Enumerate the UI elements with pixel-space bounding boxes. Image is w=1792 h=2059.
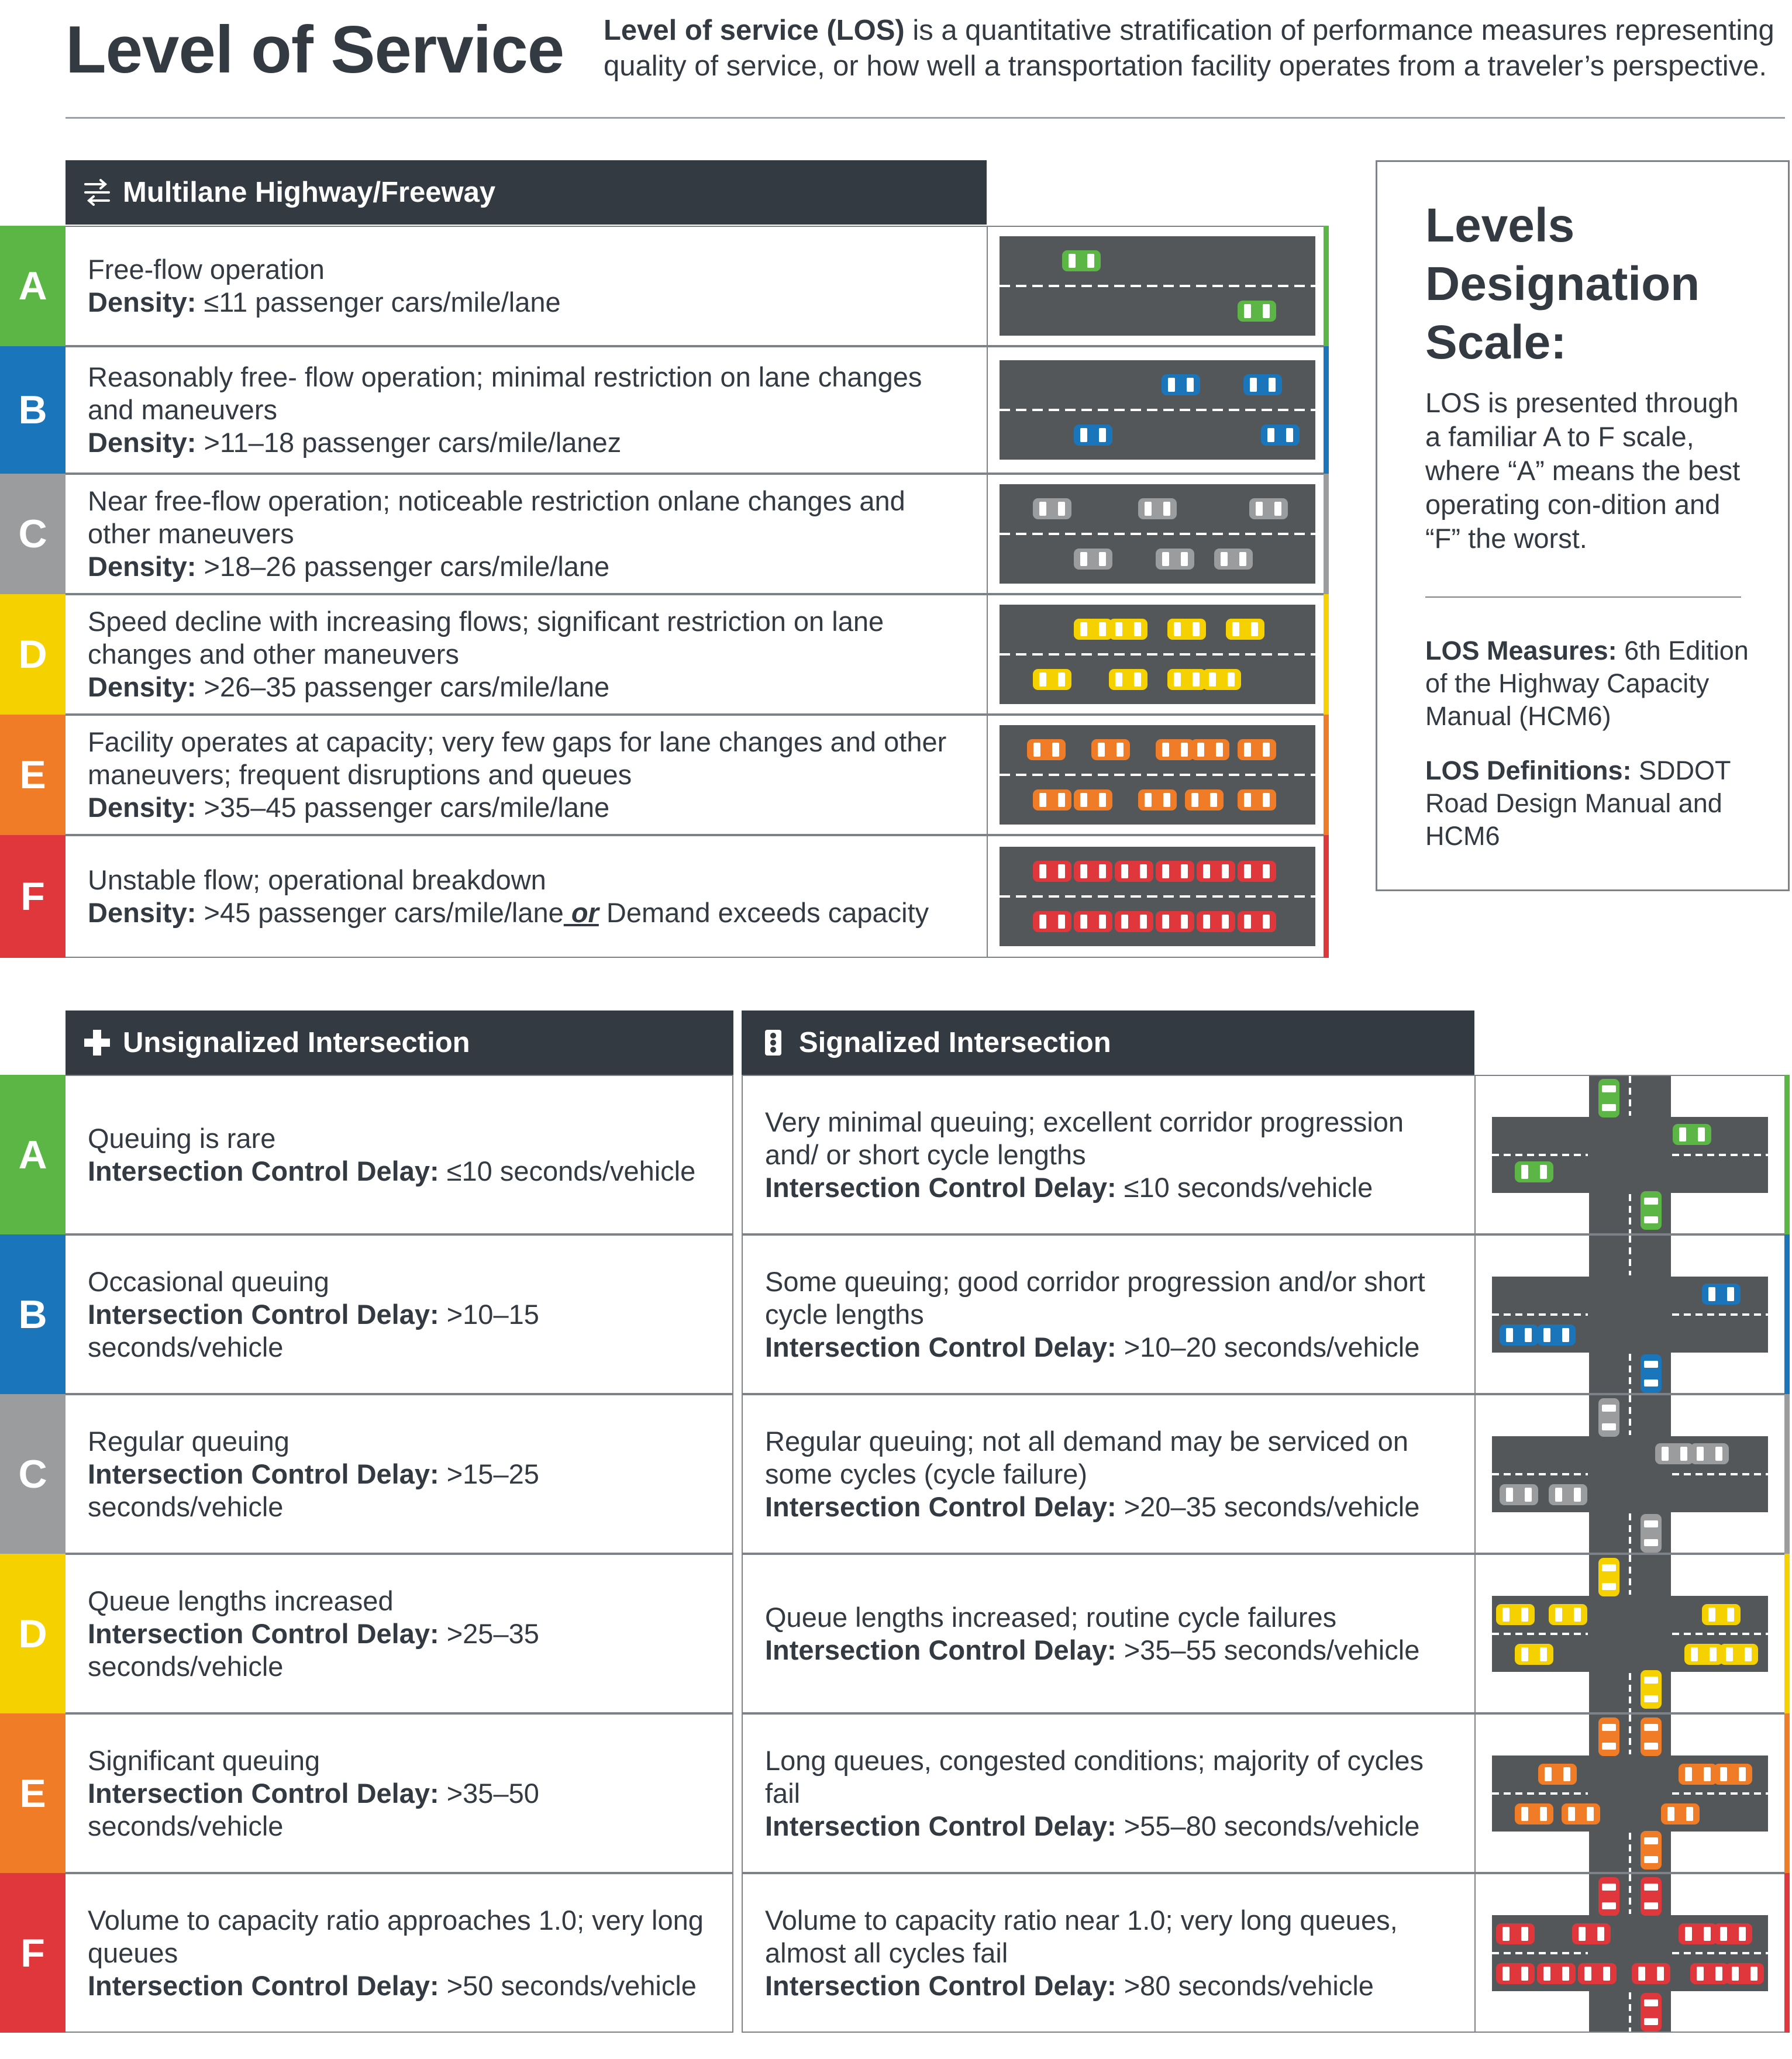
grade-badge-a: A [0, 226, 66, 346]
car-icon [1549, 1604, 1587, 1625]
highway-illustration [987, 226, 1324, 346]
car-icon [1033, 669, 1071, 690]
car-icon [1641, 1993, 1662, 2032]
row-delay [765, 1634, 1463, 1667]
car-icon [1033, 861, 1071, 882]
highway-illustration [987, 715, 1324, 835]
car-icon [1673, 1124, 1711, 1145]
row-description: Unstable flow; operational breakdown [88, 864, 546, 895]
car-icon [1109, 619, 1147, 640]
car-icon [1641, 1670, 1662, 1709]
car-icon [1496, 1923, 1535, 1944]
car-icon [1249, 498, 1288, 519]
car-icon [1572, 1923, 1611, 1944]
highway-row-text [66, 346, 987, 474]
delay-value: >80 seconds/vehicle [1116, 1970, 1374, 2001]
car-icon [1033, 498, 1071, 519]
row-density [88, 426, 975, 459]
car-icon [1115, 861, 1153, 882]
grade-badge-e: E [0, 715, 66, 835]
row-description: Long queues, congested conditions; majority of cycles fail [765, 1744, 1424, 1809]
row-density [88, 550, 975, 583]
car-icon [1641, 1191, 1662, 1230]
car-icon [1598, 1398, 1619, 1437]
definitions-label: LOS Definitions: [1425, 756, 1632, 785]
row-description: Queue lengths increased; routine cycle failures [765, 1601, 1337, 1633]
intersection-svg [1476, 1555, 1774, 1712]
car-icon [1238, 301, 1276, 322]
signalized-header-label: Signalized Intersection [799, 1027, 1111, 1058]
car-icon [1197, 861, 1235, 882]
row-description: Very minimal queuing; excellent corridor progression and/ or short cycle lengths [765, 1106, 1404, 1170]
signalized-header [742, 1010, 1474, 1075]
density-value: ≤11 passenger cars/mile/lane [196, 287, 561, 318]
unsignalized-row-text [66, 1394, 733, 1554]
car-icon [1641, 1354, 1662, 1393]
car-icon [1714, 1923, 1752, 1944]
row-description: Reasonably free- flow operation; minimal restriction on lane changes and maneuvers [88, 361, 922, 425]
highway-svg [988, 595, 1315, 713]
car-icon [1138, 789, 1177, 811]
grade-badge-a: A [0, 1075, 66, 1234]
car-icon [1538, 1764, 1577, 1785]
row-description: Speed decline with increasing flows; significant restriction on lane changes and other maneuvers [88, 606, 884, 670]
grade-stripe [1324, 594, 1329, 715]
car-icon [1702, 1284, 1741, 1305]
car-icon [1033, 789, 1071, 811]
delay-label: Intersection Control Delay: [765, 1491, 1116, 1522]
delay-label: Intersection Control Delay: [88, 1298, 439, 1330]
scale-measures [1425, 634, 1765, 733]
delay-label: Intersection Control Delay: [88, 1617, 439, 1649]
intersection-illustration [1474, 1075, 1784, 1234]
row-delay [88, 1970, 721, 2002]
row-description: Queue lengths increased [88, 1585, 394, 1616]
intersection-illustration [1474, 1554, 1784, 1713]
grade-badge-c: C [0, 474, 66, 594]
highway-illustration [987, 346, 1324, 474]
density-value: >45 passenger cars/mile/lane [196, 897, 564, 928]
row-delay [88, 1617, 721, 1683]
car-icon [1515, 1803, 1553, 1825]
unsignalized-row-text [66, 1873, 733, 2033]
intersection-svg [1476, 1395, 1774, 1553]
car-icon [1115, 911, 1153, 932]
grade-stripe [1784, 1873, 1790, 2033]
car-icon [1138, 498, 1177, 519]
car-icon [1091, 739, 1130, 760]
header-divider [66, 117, 1785, 119]
row-delay [765, 1331, 1463, 1364]
car-icon [1226, 619, 1264, 640]
delay-value: ≤10 seconds/vehicle [1116, 1171, 1373, 1203]
intersection-svg [1476, 1076, 1774, 1233]
highway-svg [988, 475, 1315, 593]
car-icon [1578, 1963, 1617, 1984]
intersection-svg [1476, 1874, 1774, 2032]
delay-value: >10–15 seconds/vehicle [88, 1298, 539, 1363]
unsignalized-header [66, 1010, 733, 1075]
car-icon [1027, 739, 1066, 760]
density-label: Density: [88, 287, 197, 318]
delay-label: Intersection Control Delay: [765, 1331, 1116, 1363]
grade-stripe [1324, 346, 1329, 474]
car-icon [1500, 1484, 1538, 1505]
car-icon [1191, 739, 1229, 760]
grade-badge-e: E [0, 1713, 66, 1873]
measures-label: LOS Measures: [1425, 636, 1617, 665]
car-icon [1156, 739, 1194, 760]
highway-row-text [66, 835, 987, 958]
delay-value: >15–25 seconds/vehicle [88, 1458, 539, 1522]
row-delay [765, 1810, 1463, 1843]
car-icon [1679, 1923, 1717, 1944]
lane-change-icon [83, 178, 111, 206]
highway-illustration [987, 594, 1324, 715]
car-icon [1197, 911, 1235, 932]
intersection-illustration [1474, 1713, 1784, 1873]
intro-text: is a quantitative stratification of performance measures representing quality of service, or how well a transportation facility operates from a traveler’s perspective. [604, 15, 1774, 82]
car-icon [1167, 619, 1206, 640]
car-icon [1238, 861, 1276, 882]
row-description: Regular queuing [88, 1425, 290, 1457]
car-icon [1515, 1644, 1553, 1665]
signalized-row-text [742, 1234, 1474, 1394]
highway-row-text [66, 594, 987, 715]
car-icon [1690, 1443, 1729, 1464]
density-value: >26–35 passenger cars/mile/lane [196, 671, 610, 702]
row-density [88, 671, 975, 703]
highway-row-text [66, 715, 987, 835]
car-icon [1156, 861, 1194, 882]
delay-value: >20–35 seconds/vehicle [1116, 1491, 1420, 1522]
delay-value: >50 seconds/vehicle [439, 1970, 697, 2001]
intersection-illustration [1474, 1234, 1784, 1394]
grade-stripe [1324, 715, 1329, 835]
grade-badge-b: B [0, 1234, 66, 1394]
intersection-svg [1476, 1236, 1774, 1393]
grade-stripe [1324, 474, 1329, 594]
car-icon [1537, 1963, 1576, 1984]
car-icon [1598, 1079, 1619, 1118]
car-icon [1202, 669, 1241, 690]
unsignalized-row-text [66, 1075, 733, 1234]
row-description: Facility operates at capacity; very few gaps for lane changes and other maneuvers; frequent disruptions and queues [88, 726, 947, 790]
traffic-light-icon [759, 1029, 787, 1057]
delay-label: Intersection Control Delay: [88, 1970, 439, 2001]
density-value: >18–26 passenger cars/mile/lane [196, 551, 610, 582]
car-icon [1074, 549, 1112, 570]
car-icon [1496, 1963, 1535, 1984]
density-label: Density: [88, 551, 197, 582]
car-icon [1714, 1764, 1752, 1785]
car-icon [1641, 1831, 1662, 1870]
car-icon [1109, 669, 1147, 690]
density-label: Density: [88, 897, 197, 928]
row-delay [88, 1777, 721, 1843]
car-icon [1238, 911, 1276, 932]
row-density [88, 791, 975, 824]
highway-header [66, 160, 987, 225]
car-icon [1641, 1514, 1662, 1553]
car-icon [1598, 1877, 1619, 1916]
delay-value: ≤10 seconds/vehicle [439, 1155, 696, 1187]
car-icon [1074, 789, 1112, 811]
grade-badge-d: D [0, 1554, 66, 1713]
row-description: Volume to capacity ratio near 1.0; very long queues, almost all cycles fail [765, 1904, 1398, 1968]
density-label: Density: [88, 792, 197, 823]
highway-illustration [987, 474, 1324, 594]
or-text: or [563, 897, 599, 928]
car-icon [1156, 549, 1194, 570]
highway-row-text [66, 226, 987, 346]
car-icon [1515, 1161, 1553, 1182]
page-title: Level of Service [66, 13, 564, 87]
car-icon [1661, 1803, 1700, 1825]
delay-label: Intersection Control Delay: [765, 1634, 1116, 1665]
row-delay [765, 1970, 1463, 2002]
signalized-row-text [742, 1713, 1474, 1873]
car-icon [1702, 1604, 1741, 1625]
signalized-row-text [742, 1554, 1474, 1713]
row-density [88, 286, 975, 319]
grade-stripe [1324, 835, 1329, 958]
car-icon [1074, 619, 1112, 640]
delay-label: Intersection Control Delay: [765, 1970, 1116, 2001]
grade-badge-f: F [0, 835, 66, 958]
car-icon [1167, 669, 1206, 690]
car-icon [1185, 789, 1224, 811]
row-delay [88, 1155, 721, 1188]
car-icon [1684, 1644, 1723, 1665]
car-icon [1562, 1803, 1600, 1825]
highway-svg [988, 227, 1315, 345]
car-icon [1238, 739, 1276, 760]
grade-stripe [1784, 1394, 1790, 1554]
highway-header-label: Multilane Highway/Freeway [123, 177, 496, 208]
row-description: Volume to capacity ratio approaches 1.0; very long queues [88, 1904, 704, 1968]
car-icon [1641, 1877, 1662, 1916]
car-icon [1655, 1443, 1694, 1464]
row-delay [765, 1491, 1463, 1523]
definitions-text: SDDOT Road Design Manual and HCM6 [1425, 756, 1731, 851]
grade-badge-f: F [0, 1873, 66, 2033]
scale-definitions [1425, 754, 1765, 853]
highway-illustration [987, 835, 1324, 958]
grade-stripe [1784, 1075, 1790, 1234]
car-icon [1243, 374, 1282, 395]
row-description: Regular queuing; not all demand may be serviced on some cycles (cycle failure) [765, 1425, 1408, 1489]
highway-row-text [66, 474, 987, 594]
grade-badge-b: B [0, 346, 66, 474]
delay-label: Intersection Control Delay: [88, 1458, 439, 1489]
highway-svg [988, 836, 1315, 957]
grade-badge-d: D [0, 594, 66, 715]
delay-label: Intersection Control Delay: [765, 1810, 1116, 1841]
car-icon [1690, 1963, 1729, 1984]
row-density [88, 896, 975, 929]
car-icon [1549, 1484, 1587, 1505]
car-icon [1074, 911, 1112, 932]
density-label: Density: [88, 427, 197, 458]
delay-label: Intersection Control Delay: [88, 1155, 439, 1187]
car-icon [1074, 425, 1112, 446]
unsignalized-row-text [66, 1554, 733, 1713]
car-icon [1598, 1558, 1619, 1596]
scale-title: Levels Designation Scale: [1425, 199, 1700, 369]
grade-stripe [1784, 1713, 1790, 1873]
delay-value: >55–80 seconds/vehicle [1116, 1810, 1420, 1841]
delay-value: >10–20 seconds/vehicle [1116, 1331, 1420, 1363]
delay-label: Intersection Control Delay: [88, 1777, 439, 1809]
row-description: Queuing is rare [88, 1122, 276, 1154]
delay-label: Intersection Control Delay: [765, 1171, 1116, 1203]
grade-stripe [1784, 1554, 1790, 1713]
car-icon [1496, 1604, 1535, 1625]
measures-text: 6th Edition of the Highway Capacity Manual (HCM6) [1425, 636, 1749, 731]
highway-svg [988, 347, 1315, 472]
unsignalized-row-text [66, 1713, 733, 1873]
delay-value: >35–50 seconds/vehicle [88, 1777, 539, 1841]
car-icon [1632, 1963, 1670, 1984]
signalized-row-text [742, 1873, 1474, 2033]
row-description: Near free-flow operation; noticeable restriction onlane changes and other maneuvers [88, 485, 905, 549]
car-icon [1537, 1325, 1576, 1346]
scale-text: LOS is presented through a familiar A to F scale, where “A” means the best operating con-dition and “F” the worst. [1425, 387, 1741, 554]
highway-svg [988, 716, 1315, 834]
car-icon [1162, 374, 1200, 395]
grade-stripe [1784, 1234, 1790, 1394]
row-description: Free-flow operation [88, 254, 325, 285]
density-value: >11–18 passenger cars/mile/lanez [196, 427, 622, 458]
density-extra: Demand exceeds capacity [598, 897, 929, 928]
row-description: Some queuing; good corridor progression and/or short cycle lengths [765, 1265, 1425, 1330]
car-icon [1156, 911, 1194, 932]
signalized-row-text [742, 1394, 1474, 1554]
scale-divider [1425, 596, 1741, 598]
car-icon [1214, 549, 1253, 570]
delay-value: >25–35 seconds/vehicle [88, 1617, 539, 1682]
row-description: Occasional queuing [88, 1265, 329, 1297]
car-icon [1033, 911, 1071, 932]
car-icon [1062, 250, 1101, 271]
car-icon [1500, 1325, 1538, 1346]
car-icon [1719, 1644, 1758, 1665]
unsignalized-row-text [66, 1234, 733, 1394]
car-icon [1238, 789, 1276, 811]
row-delay [88, 1298, 721, 1364]
intersection-illustration [1474, 1394, 1784, 1554]
grade-badge-c: C [0, 1394, 66, 1554]
car-icon [1679, 1764, 1717, 1785]
grade-stripe [1324, 226, 1329, 346]
unsignalized-header-label: Unsignalized Intersection [123, 1027, 470, 1058]
car-icon [1598, 1717, 1619, 1756]
intro-paragraph [604, 13, 1779, 84]
signalized-row-text [742, 1075, 1474, 1234]
row-delay [88, 1458, 721, 1523]
density-label: Density: [88, 671, 197, 702]
car-icon [1725, 1963, 1764, 1984]
car-icon [1641, 1717, 1662, 1756]
car-icon [1074, 861, 1112, 882]
intersection-svg [1476, 1715, 1774, 1872]
car-icon [1261, 425, 1300, 446]
density-value: >35–45 passenger cars/mile/lane [196, 792, 610, 823]
cross-intersection-icon [83, 1029, 111, 1057]
row-description: Significant queuing [88, 1744, 321, 1776]
row-delay [765, 1171, 1463, 1204]
intersection-illustration [1474, 1873, 1784, 2033]
intro-term: Level of service (LOS) [604, 15, 905, 46]
delay-value: >35–55 seconds/vehicle [1116, 1634, 1420, 1665]
